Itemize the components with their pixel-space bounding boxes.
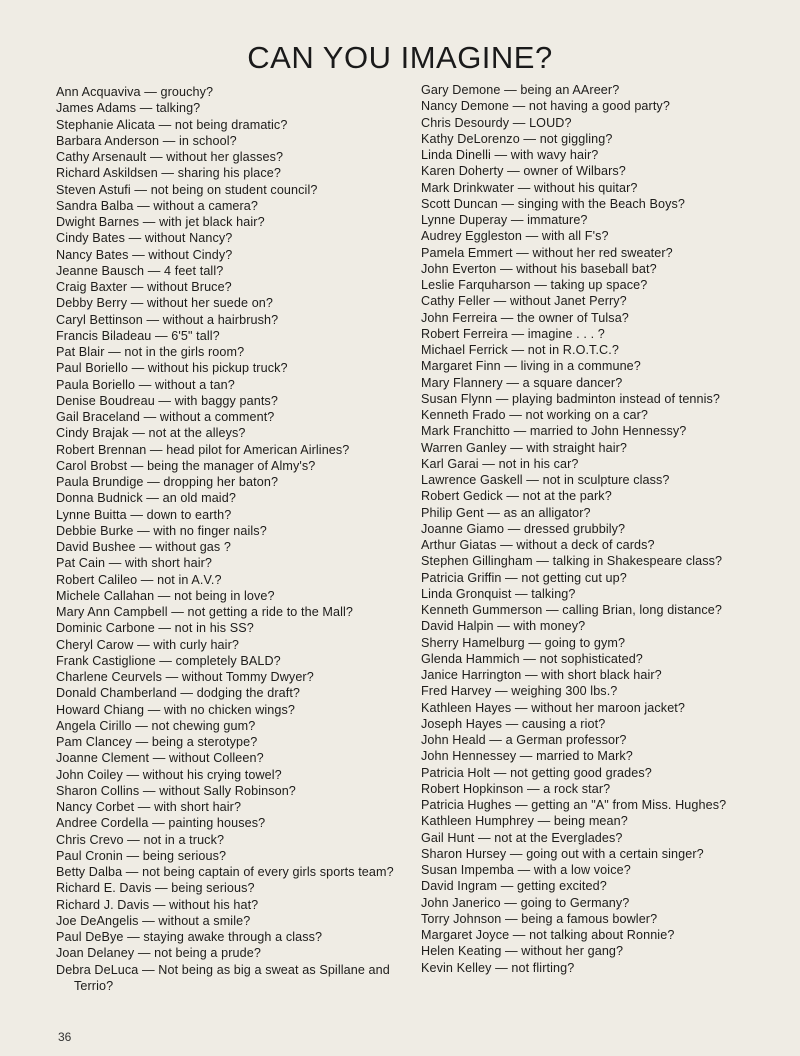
list-item: Philip Gent — as an alligator? [421, 505, 591, 520]
list-item: Linda Gronquist — talking? [421, 586, 576, 601]
list-item: Nancy Bates — without Cindy? [56, 247, 233, 262]
list-item: David Ingram — getting excited? [421, 879, 607, 894]
list-item: Paula Boriello — without a tan? [56, 377, 235, 392]
list-item: Cheryl Carow — with curly hair? [56, 637, 239, 652]
list-item: Paul Cronin — being serious? [56, 848, 227, 863]
list-item: Joan Delaney — not being a prude? [56, 946, 261, 961]
list-item: Paul Boriello — without his pickup truck? [56, 361, 288, 376]
list-item: Joanne Giamo — dressed grubbily? [421, 521, 626, 536]
list-item: Stephen Gillingham — talking in Shakespeare class? [421, 554, 723, 569]
left-column-list [56, 84, 406, 994]
list-item: Chris Crevo — not in a truck? [56, 832, 225, 847]
list-item: Ann Acquaviva — grouchy? [56, 85, 214, 99]
list-item: David Bushee — without gas ? [56, 540, 232, 554]
list-item: Kenneth Gummerson — calling Brian, long distance? [421, 603, 723, 617]
list-item: Pamela Emmert — without her red sweater? [421, 245, 673, 260]
list-item: Mark Drinkwater — without his quitar? [421, 180, 638, 195]
list-item: David Halpin — with money? [421, 619, 586, 634]
list-item: Cindy Brajak — not at the alleys? [56, 426, 246, 441]
list-item: Caryl Bettinson — without a hairbrush? [56, 312, 279, 327]
list-item: Susan Impemba — with a low voice? [421, 863, 631, 877]
list-item: Kathleen Humphrey — being mean? [421, 814, 628, 829]
list-item: Pat Cain — with short hair? [56, 556, 212, 571]
list-item: Nancy Demone — not having a good party? [421, 99, 670, 114]
list-item: John Coiley — without his crying towel? [56, 767, 282, 782]
list-item: Scott Duncan — singing with the Beach Boys? [421, 196, 686, 211]
list-item: Dominic Carbone — not in his SS? [56, 621, 254, 636]
list-item: Richard E. Davis — being serious? [56, 881, 255, 896]
list-item: Patricia Griffin — not getting cut up? [421, 570, 627, 585]
list-item: Craig Baxter — without Bruce? [56, 280, 232, 294]
list-item: Kenneth Frado — not working on a car? [421, 408, 649, 422]
list-item: Paul DeBye — staying awake through a class? [56, 930, 323, 944]
list-item: Kevin Kelley — not flirting? [421, 960, 575, 975]
list-item: Helen Keating — without her gang? [421, 944, 624, 959]
list-item: Cindy Bates — without Nancy? [56, 231, 233, 246]
list-item: John Everton — without his baseball bat? [421, 261, 657, 276]
list-item: Denise Boudreau — with baggy pants? [56, 393, 278, 408]
page-title: CAN YOU IMAGINE? [247, 40, 553, 75]
list-item: Margaret Joyce — not talking about Ronnie? [421, 928, 675, 942]
list-item: Sandra Balba — without a camera? [56, 198, 259, 213]
list-item: Gary Demone — being an AAreer? [421, 83, 620, 97]
list-item: Robert Brennan — head pilot for American Airlines? [56, 442, 350, 457]
list-item: Joseph Hayes — causing a riot? [421, 716, 606, 731]
list-item: Stephanie Alicata — not being dramatic? [56, 117, 288, 132]
list-item: Angela Cirillo — not chewing gum? [56, 718, 256, 733]
list-item: Fred Harvey — weighing 300 lbs.? [421, 684, 618, 699]
list-item: Frank Castiglione — completely BALD? [56, 653, 281, 668]
list-item: Donald Chamberland — dodging the draft? [56, 686, 301, 701]
list-item: Warren Ganley — with straight hair? [421, 440, 628, 455]
list-item: Michele Callahan — not being in love? [56, 588, 275, 603]
list-item: Robert Hopkinson — a rock star? [421, 781, 611, 796]
list-item: Cathy Arsenault — without her glasses? [56, 150, 284, 164]
list-item: Dwight Barnes — with jet black hair? [56, 215, 265, 229]
list-item: Linda Dinelli — with wavy hair? [421, 148, 599, 162]
list-item: John Heald — a German professor? [421, 733, 627, 747]
list-item: Karl Garai — not in his car? [421, 456, 579, 471]
list-item: Patricia Hughes — getting an "A" from Miss. Hughes? [421, 798, 727, 812]
list-item: Leslie Farquharson — taking up space? [421, 278, 648, 292]
list-item: John Janerico — going to Germany? [421, 895, 630, 910]
list-item: Lynne Buitta — down to earth? [56, 507, 232, 522]
list-item: Francis Biladeau — 6'5" tall? [56, 328, 220, 343]
list-item: Richard Askildsen — sharing his place? [56, 166, 282, 181]
list-item: Richard J. Davis — without his hat? [56, 897, 259, 912]
list-item: Mary Flannery — a square dancer? [421, 375, 623, 390]
list-item: Chris Desourdy — LOUD? [421, 115, 572, 130]
list-item: Patricia Holt — not getting good grades? [421, 765, 652, 780]
list-item: Cathy Feller — without Janet Perry? [421, 294, 627, 309]
list-item: Paula Brundige — dropping her baton? [56, 475, 279, 489]
list-item: Margaret Finn — living in a commune? [421, 359, 641, 374]
right-column-list [421, 82, 771, 976]
list-item: Robert Calileo — not in A.V.? [56, 572, 222, 587]
list-item: John Hennessey — married to Mark? [421, 749, 633, 764]
list-item: Debbie Burke — with no finger nails? [56, 523, 267, 538]
list-item: Susan Flynn — playing badminton instead of tennis? [421, 391, 721, 406]
list-item: Lynne Duperay — immature? [421, 213, 588, 227]
list-item: Janice Harrington — with short black hair? [421, 668, 662, 682]
list-item: Pam Clancey — being a sterotype? [56, 735, 258, 749]
list-item: John Ferreira — the owner of Tulsa? [421, 310, 629, 325]
list-item: Kathy DeLorenzo — not giggling? [421, 131, 613, 146]
list-item: Arthur Giatas — without a deck of cards? [421, 538, 655, 552]
list-item: Karen Doherty — owner of Wilbars? [421, 164, 626, 179]
list-item: Charlene Ceurvels — without Tommy Dwyer? [56, 670, 314, 684]
list-item: Robert Gedick — not at the park? [421, 489, 612, 504]
list-item: Mary Ann Campbell — not getting a ride to the Mall? [56, 605, 354, 619]
list-item: Gail Braceland — without a comment? [56, 410, 275, 424]
list-item: Sharon Collins — without Sally Robinson? [56, 783, 296, 798]
list-item: Barbara Anderson — in school? [56, 133, 237, 148]
list-item: Sharon Hursey — going out with a certain singer? [421, 846, 704, 861]
list-item: Betty Dalba — not being captain of every girls sports team? [56, 865, 394, 879]
page-number: 36 [58, 1030, 72, 1044]
list-item: Robert Ferreira — imagine . . . ? [421, 326, 605, 341]
list-item: Carol Brobst — being the manager of Almy's? [56, 458, 316, 473]
list-item: Debra DeLuca — Not being as big a sweat as Spillane and Terrio? [56, 962, 390, 993]
list-item: Joe DeAngelis — without a smile? [56, 913, 251, 928]
list-item: Joanne Clement — without Colleen? [56, 751, 264, 766]
list-item: Sherry Hamelburg — going to gym? [421, 635, 626, 650]
list-item: James Adams — talking? [56, 101, 201, 116]
list-item: Debby Berry — without her suede on? [56, 296, 274, 311]
list-item: Lawrence Gaskell — not in sculpture class? [421, 473, 670, 487]
list-item: Pat Blair — not in the girls room? [56, 345, 245, 359]
list-item: Andree Cordella — painting houses? [56, 816, 266, 831]
list-item: Nancy Corbet — with short hair? [56, 800, 242, 814]
list-item: Kathleen Hayes — without her maroon jacket? [421, 700, 686, 715]
list-item: Audrey Eggleston — with all F's? [421, 229, 609, 244]
list-item: Glenda Hammich — not sophisticated? [421, 651, 643, 666]
list-item: Gail Hunt — not at the Everglades? [421, 830, 623, 845]
list-item: Mark Franchitto — married to John Hennessy? [421, 424, 687, 439]
list-item: Torry Johnson — being a famous bowler? [421, 911, 658, 926]
list-item: Jeanne Bausch — 4 feet tall? [56, 263, 224, 278]
list-item: Donna Budnick — an old maid? [56, 491, 236, 506]
list-item: Steven Astufi — not being on student council? [56, 182, 318, 197]
list-item: Michael Ferrick — not in R.O.T.C.? [421, 343, 619, 357]
list-item: Howard Chiang — with no chicken wings? [56, 702, 295, 717]
